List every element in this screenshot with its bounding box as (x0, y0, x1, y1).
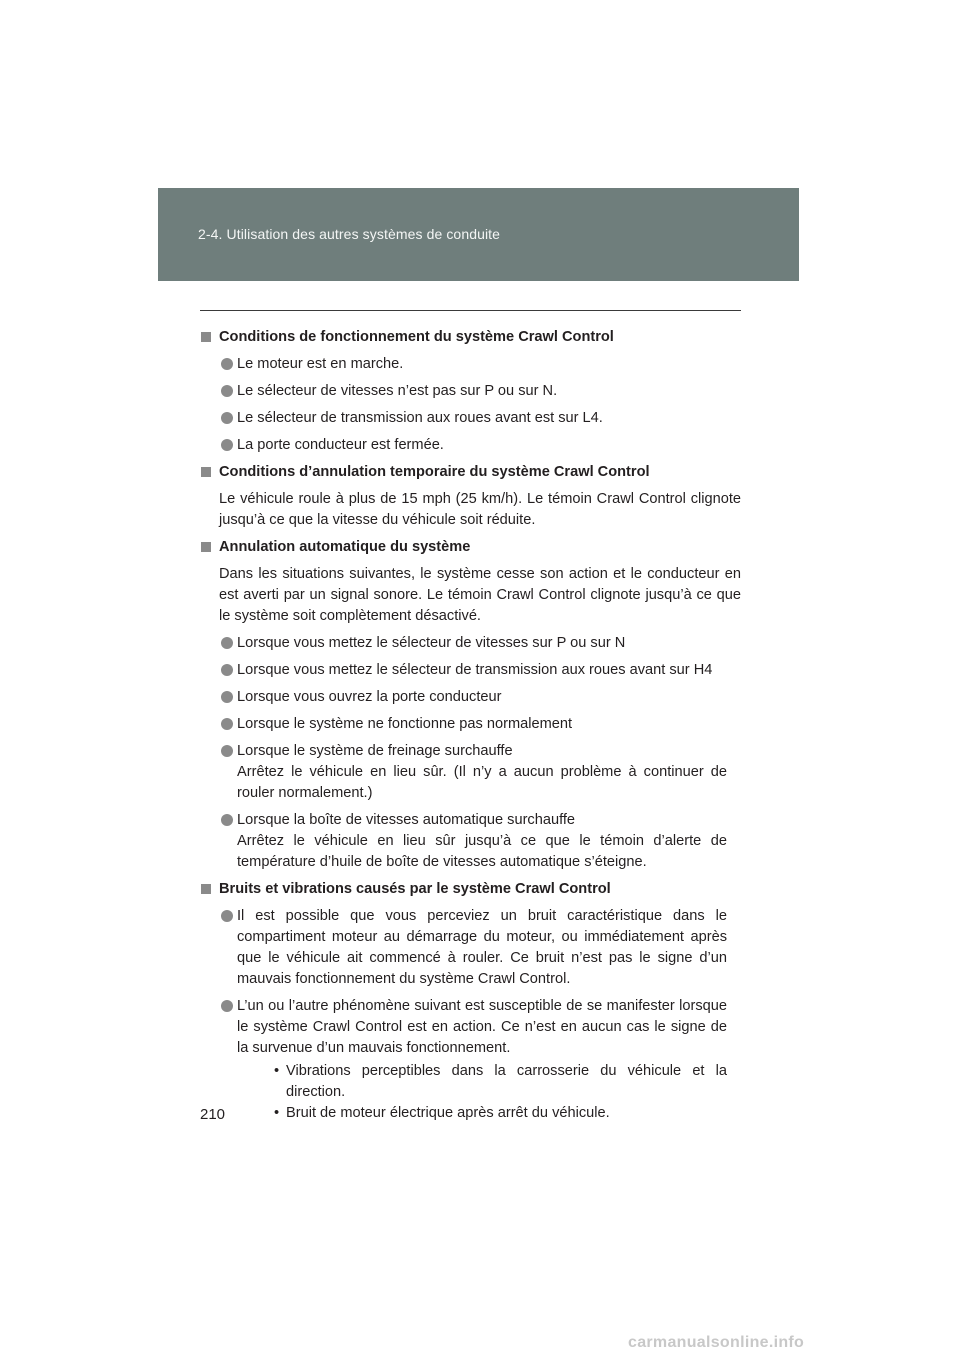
list-item (201, 741, 741, 804)
sub-list-item (274, 1103, 727, 1124)
round-bullet-icon (221, 358, 233, 370)
list-item-text: Lorsque vous mettez le sélecteur de transmission aux roues avant sur H4 (237, 662, 713, 678)
sub-list (237, 1061, 727, 1124)
sub-list-item-text: Bruit de moteur électrique après arrêt du véhicule. (286, 1105, 610, 1121)
list-item (201, 906, 741, 990)
list-item-text: Lorsque vous ouvrez la porte conducteur (237, 689, 502, 705)
round-bullet-icon (221, 691, 233, 703)
divider-rule (200, 310, 741, 311)
heading-text: Bruits et vibrations causés par le système Crawl Control (219, 881, 611, 897)
list-item-text: La porte conducteur est fermée. (237, 437, 444, 453)
list-item-text: L’un ou l’autre phénomène suivant est susceptible de se manifester lorsque le système Crawl Control est en action. Ce n’est en aucun cas le signe de la survenue d’un mauvais fonctionnement. (237, 998, 727, 1056)
heading-operating-conditions (201, 327, 741, 348)
section-header-band (158, 188, 799, 281)
list-item-text: Il est possible que vous perceviez un bruit caractéristique dans le compartiment moteur au démarrage du moteur, ou immédiatement après que le véhicule ait commencé à rouler. Ce bruit n’est pas le signe d’un mauvais fonctionnement du système Crawl Control. (237, 908, 727, 987)
round-bullet-icon (221, 412, 233, 424)
list-item (201, 381, 741, 402)
heading-text: Annulation automatique du système (219, 539, 471, 555)
paragraph: Le véhicule roule à plus de 15 mph (25 km/h). Le témoin Crawl Control clignote jusqu’à ce que la vitesse du véhicule soit réduite. (219, 491, 741, 528)
round-bullet-icon (221, 664, 233, 676)
square-bullet-icon (201, 467, 211, 477)
heading-temporary-cancel (201, 462, 741, 483)
list-item (201, 408, 741, 429)
square-bullet-icon (201, 542, 211, 552)
list-item-text: Lorsque vous mettez le sélecteur de vitesses sur P ou sur N (237, 635, 626, 651)
paragraph: Dans les situations suivantes, le système cesse son action et le conducteur en est averti par un signal sonore. Le témoin Crawl Control clignote jusqu’à ce que le système soit complètement désactivé. (219, 566, 741, 624)
list-item (201, 714, 741, 735)
round-bullet-icon (221, 637, 233, 649)
page-number: 210 (200, 1106, 226, 1123)
bullet-dot-icon: • (274, 1105, 280, 1121)
round-bullet-icon (221, 910, 233, 922)
heading-text: Conditions d’annulation temporaire du système Crawl Control (219, 464, 650, 480)
square-bullet-icon (201, 332, 211, 342)
sub-list-item (274, 1061, 727, 1103)
list-item (201, 435, 741, 456)
heading-noise-vibration (201, 879, 741, 900)
heading-automatic-cancel (201, 537, 741, 558)
list-item (201, 810, 741, 873)
round-bullet-icon (221, 439, 233, 451)
list-item-text: Lorsque le système ne fonctionne pas normalement (237, 716, 573, 732)
list-item-title: Lorsque la boîte de vitesses automatique surchauffe (237, 812, 576, 828)
list-item-text: Arrêtez le véhicule en lieu sûr jusqu’à ce que le témoin d’alerte de température d’huile de boîte de vitesses automatique s’éteigne. (237, 833, 727, 870)
round-bullet-icon (221, 1000, 233, 1012)
page-content (201, 327, 741, 1130)
list-item (201, 996, 741, 1124)
square-bullet-icon (201, 884, 211, 894)
section-title: 2-4. Utilisation des autres systèmes de conduite (198, 226, 501, 242)
list-item (201, 687, 741, 708)
list-item-text: Le sélecteur de transmission aux roues avant est sur L4. (237, 410, 603, 426)
round-bullet-icon (221, 385, 233, 397)
list-item-text: Le moteur est en marche. (237, 356, 404, 372)
round-bullet-icon (221, 745, 233, 757)
round-bullet-icon (221, 814, 233, 826)
round-bullet-icon (221, 718, 233, 730)
list-item-text: Arrêtez le véhicule en lieu sûr. (Il n’y a aucun problème à continuer de rouler normalement.) (237, 764, 727, 801)
bullet-dot-icon: • (274, 1063, 280, 1079)
list-item (201, 633, 741, 654)
list-item-title: Lorsque le système de freinage surchauffe (237, 743, 513, 759)
list-item (201, 660, 741, 681)
heading-text: Conditions de fonctionnement du système Crawl Control (219, 329, 614, 345)
sub-list-item-text: Vibrations perceptibles dans la carrosserie du véhicule et la direction. (286, 1063, 727, 1100)
list-item-text: Le sélecteur de vitesses n’est pas sur P ou sur N. (237, 383, 558, 399)
list-item (201, 354, 741, 375)
watermark: carmanualsonline.info (628, 1334, 805, 1351)
